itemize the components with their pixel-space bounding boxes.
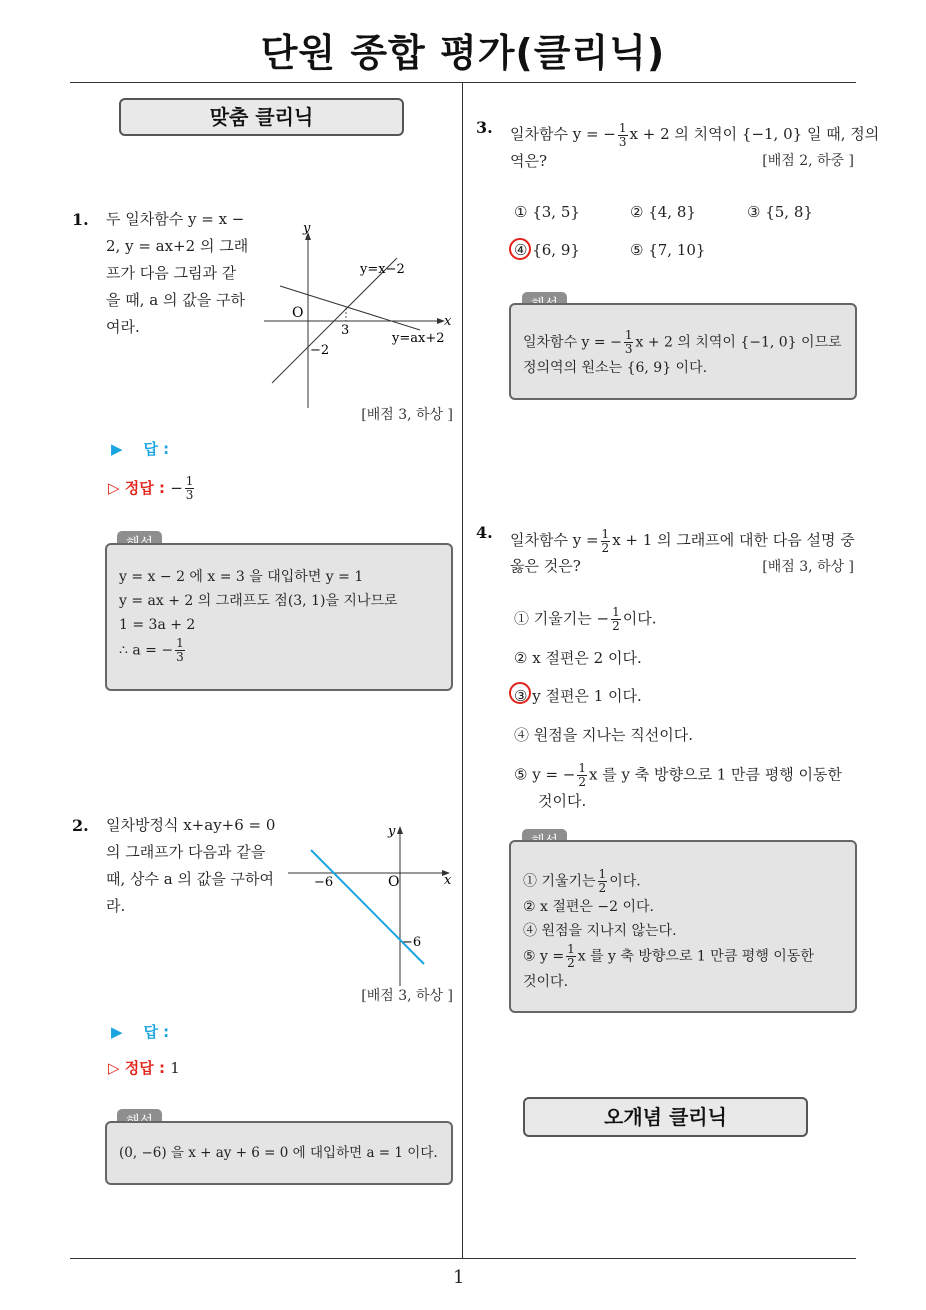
option-3-3[interactable]: ③ {5, 8} xyxy=(747,203,813,221)
question-2-line: 일차방정식 x+ay+6 = 0 xyxy=(106,816,276,834)
graph-origin-label: O xyxy=(292,305,304,321)
solution-box-2 xyxy=(105,1121,453,1185)
answer-arrow-icon: ▶ xyxy=(111,1023,123,1041)
question-2-text xyxy=(106,812,281,920)
question-3-text-line2: 역은? xyxy=(510,152,548,170)
correct-answer-row-1 xyxy=(108,475,196,502)
option-3-4[interactable]: ④ {6, 9} xyxy=(514,241,580,259)
section-title-custom-clinic: 맞춤 클리닉 xyxy=(119,98,404,136)
graph-x-label: x xyxy=(444,314,452,329)
option-3-2[interactable]: ② {4, 8} xyxy=(630,203,696,221)
question-1-line: 프가 다음 그림과 같 xyxy=(106,264,237,282)
graph-line-label-1: y=x−2 xyxy=(360,262,405,277)
correct-value: 1 xyxy=(170,1059,180,1077)
question-3-text: 일차함수 y = − $\frac{1}{3}$ x + 2 의 치역이 {−1, 0} 일 때, 정의 xyxy=(510,120,880,149)
correct-arrow-icon: ▷ xyxy=(108,479,120,497)
question-number-1: 1. xyxy=(72,210,89,229)
option-3-1[interactable]: ① {3, 5} xyxy=(514,203,580,221)
header-divider xyxy=(70,82,856,83)
question-number-4: 4. xyxy=(476,523,493,542)
graph-tick-3: 3 xyxy=(341,323,350,338)
correct-arrow-icon: ▷ xyxy=(108,1059,120,1077)
page-title: 단원 종합 평가(클리닉) xyxy=(260,31,666,75)
option-4-1[interactable]: ① 기울기는 − $\frac{1}{2}$ 이다. xyxy=(514,605,657,633)
correct-fraction: $\frac{1}{3}$ xyxy=(185,474,194,502)
question-4-text: 일차함수 y = $\frac{1}{2}$ x + 1 의 그래프에 대한 다음 설명 중 xyxy=(510,526,855,555)
correct-label: 정답 : xyxy=(124,479,165,497)
section-title-misconception-clinic: 오개념 클리닉 xyxy=(523,1097,808,1137)
graph-origin-label: O xyxy=(388,874,400,890)
answer-circle-mark xyxy=(509,238,531,260)
solution-line: ∴ a = − $\frac{1}{3}$ xyxy=(119,636,184,664)
option-4-4[interactable]: ④ 원점을 지나는 직선이다. xyxy=(514,726,693,744)
graph-line-label-2: y=ax+2 xyxy=(392,331,445,346)
option-4-5-line2: 것이다. xyxy=(538,792,587,810)
answer-row-2 xyxy=(111,1021,169,1042)
column-divider xyxy=(462,83,463,1258)
question-2-line: 의 그래프가 다음과 같을 xyxy=(106,843,266,861)
question-1-line: 을 때, a 의 값을 구하 xyxy=(106,291,245,309)
graph-tick-y-minus-6: −6 xyxy=(402,935,422,950)
question-1-points: [배점 3, 하상 ] xyxy=(361,407,453,423)
question-1-line: 여라. xyxy=(106,318,140,336)
solution-line: 것이다. xyxy=(523,974,569,990)
solution-line: 일차함수 y = − $\frac{1}{3}$ x + 2 의 치역이 {−1, 0} 이므로 xyxy=(523,328,842,356)
answer-label: 답 : xyxy=(143,1023,170,1041)
correct-sign: − xyxy=(170,479,183,497)
solution-line: ① 기울기는 $\frac{1}{2}$ 이다. xyxy=(523,867,641,895)
solution-line: ④ 원점을 지나지 않는다. xyxy=(523,923,677,939)
question-1-text xyxy=(106,206,256,341)
graph-y-label: y xyxy=(388,824,396,839)
solution-line: ⑤ y = $\frac{1}{2}$ x 를 y 축 방향으로 1 만큼 평행 이동한 xyxy=(523,942,814,970)
option-4-2[interactable]: ② x 절편은 2 이다. xyxy=(514,649,642,667)
solution-line: y = ax + 2 의 그래프도 점(3, 1)을 지나므로 xyxy=(119,593,398,609)
solution-box-3 xyxy=(509,303,857,400)
page-number: 1 xyxy=(453,1267,465,1288)
answer-label: 답 : xyxy=(143,440,170,458)
option-4-3[interactable]: ③ y 절편은 1 이다. xyxy=(514,687,642,705)
question-4-text-line2: 옳은 것은? xyxy=(510,557,581,575)
question-1-line: 두 일차함수 y = x − xyxy=(106,210,245,228)
answer-row-1 xyxy=(111,438,169,459)
answer-circle-mark xyxy=(509,682,531,704)
solution-box-4 xyxy=(509,840,857,1013)
question-number-3: 3. xyxy=(476,118,493,137)
solution-line: 1 = 3a + 2 xyxy=(119,617,196,633)
question-1-graph xyxy=(262,218,458,408)
question-2-points: [배점 3, 하상 ] xyxy=(361,988,453,1004)
question-3-points: [배점 2, 하중 ] xyxy=(762,153,854,169)
question-number-2: 2. xyxy=(72,816,89,835)
footer-divider xyxy=(70,1258,856,1259)
solution-line: (0, −6) 을 x + ay + 6 = 0 에 대입하면 a = 1 이다. xyxy=(119,1145,438,1161)
question-2-line: 때, 상수 a 의 값을 구하여 xyxy=(106,870,274,888)
correct-answer-row-2 xyxy=(108,1057,180,1078)
solution-box-1 xyxy=(105,543,453,691)
solution-line: 정의역의 원소는 {6, 9} 이다. xyxy=(523,360,708,376)
answer-arrow-icon: ▶ xyxy=(111,440,123,458)
solution-line: ② x 절편은 −2 이다. xyxy=(523,899,654,915)
graph-tick-x-minus-6: −6 xyxy=(314,875,334,890)
question-2-line: 라. xyxy=(106,897,126,915)
option-3-5[interactable]: ⑤ {7, 10} xyxy=(630,241,706,259)
solution-line: y = x − 2 에 x = 3 을 대입하면 y = 1 xyxy=(119,569,364,585)
graph-tick-minus-2: −2 xyxy=(310,343,330,358)
question-1-line: 2, y = ax+2 의 그래 xyxy=(106,237,249,255)
correct-label: 정답 : xyxy=(124,1059,165,1077)
option-4-5[interactable]: ⑤ y = − $\frac{1}{2}$ x 를 y 축 방향으로 1 만큼 평행 이동한 xyxy=(514,761,843,789)
graph-x-label: x xyxy=(444,873,452,888)
question-2-graph xyxy=(284,818,456,988)
question-4-points: [배점 3, 하상 ] xyxy=(762,559,854,575)
graph-y-label: y xyxy=(303,221,311,236)
